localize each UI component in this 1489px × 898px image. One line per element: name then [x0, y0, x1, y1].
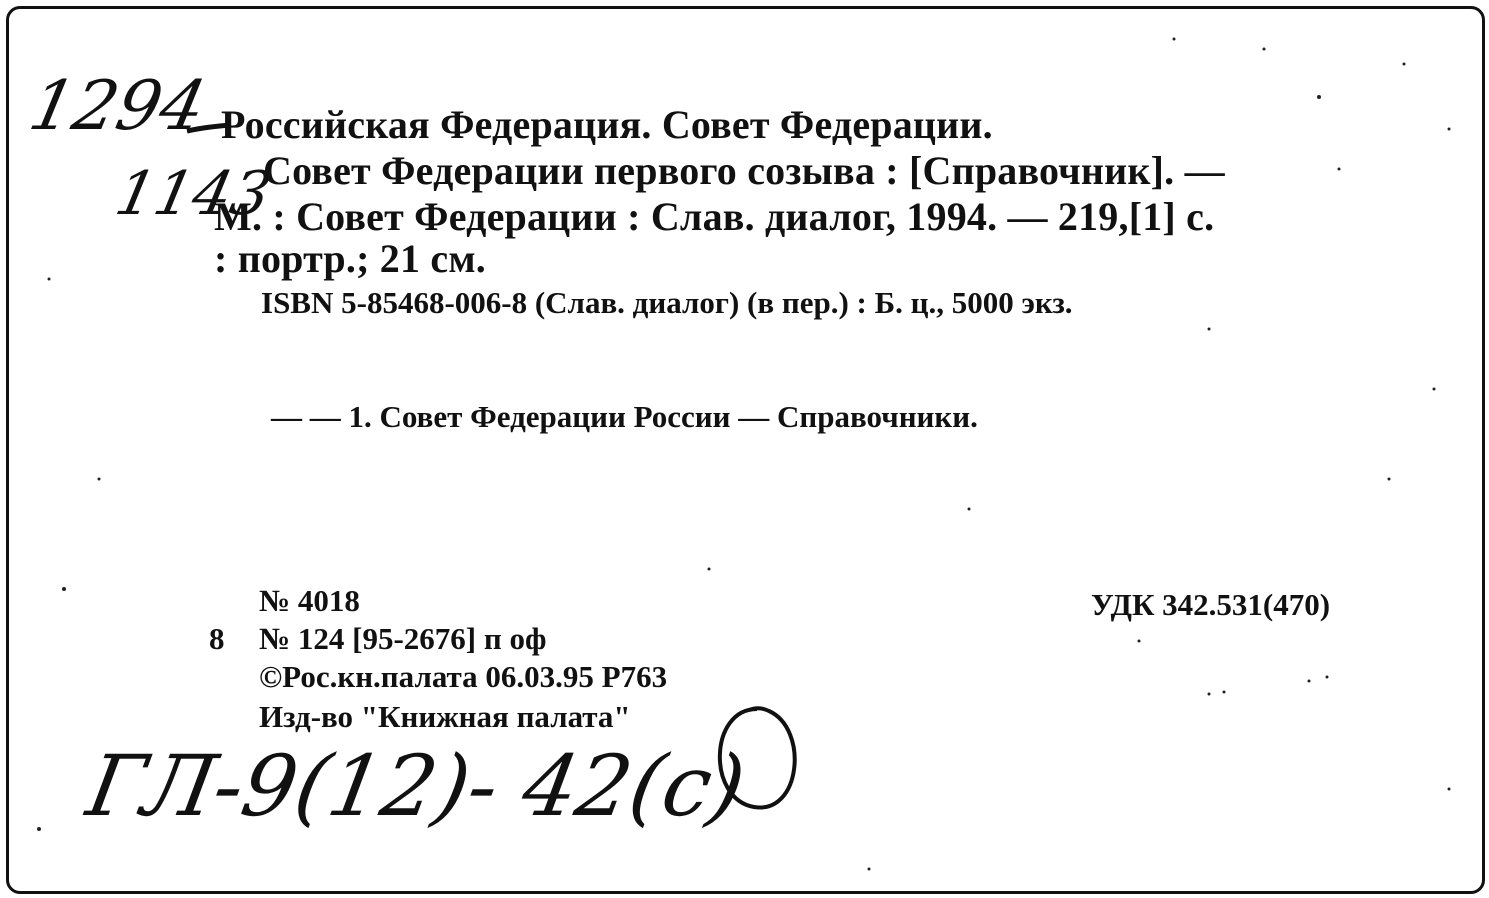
title-line: Совет Федерации первого созыва : [Справочник]. — [263, 148, 1225, 193]
handwritten-dash-stroke [187, 125, 231, 131]
order-line: № 124 [95-2676] п оф [259, 621, 547, 656]
imprint-line: М. : Совет Федерации : Слав. диалог, 1994. — 219,[1] с. [214, 194, 1215, 239]
isbn-line: ISBN 5-85468-006-8 (Слав. диалог) (в пер.) : Б. ц., 5000 экз. [261, 285, 1073, 320]
udc-code: УДК 342.531(470) [1091, 587, 1331, 622]
record-number: № 4018 [259, 583, 360, 618]
copyright-line: ©Рос.кн.палата 06.03.95 P763 [259, 659, 668, 694]
handwritten-number-top: 1294 [22, 67, 213, 146]
heading-line: Российская Федерация. Совет Федерации. [221, 102, 993, 147]
prefix-digit: 8 [209, 621, 225, 656]
speckle-marks [37, 38, 1451, 871]
physical-description-line: : портр.; 21 см. [214, 236, 486, 281]
card-markings [9, 9, 1482, 891]
hand-drawn-circle-icon [720, 708, 795, 807]
publisher-line: Изд-во "Книжная палата" [259, 699, 631, 734]
handwritten-shelf-mark: ГЛ-9(12)- 42(с) [80, 737, 753, 835]
subject-line: — — 1. Совет Федерации России — Справочники. [271, 399, 978, 434]
catalog-card [6, 6, 1485, 894]
handwritten-number-mid: 1143 [109, 159, 278, 229]
